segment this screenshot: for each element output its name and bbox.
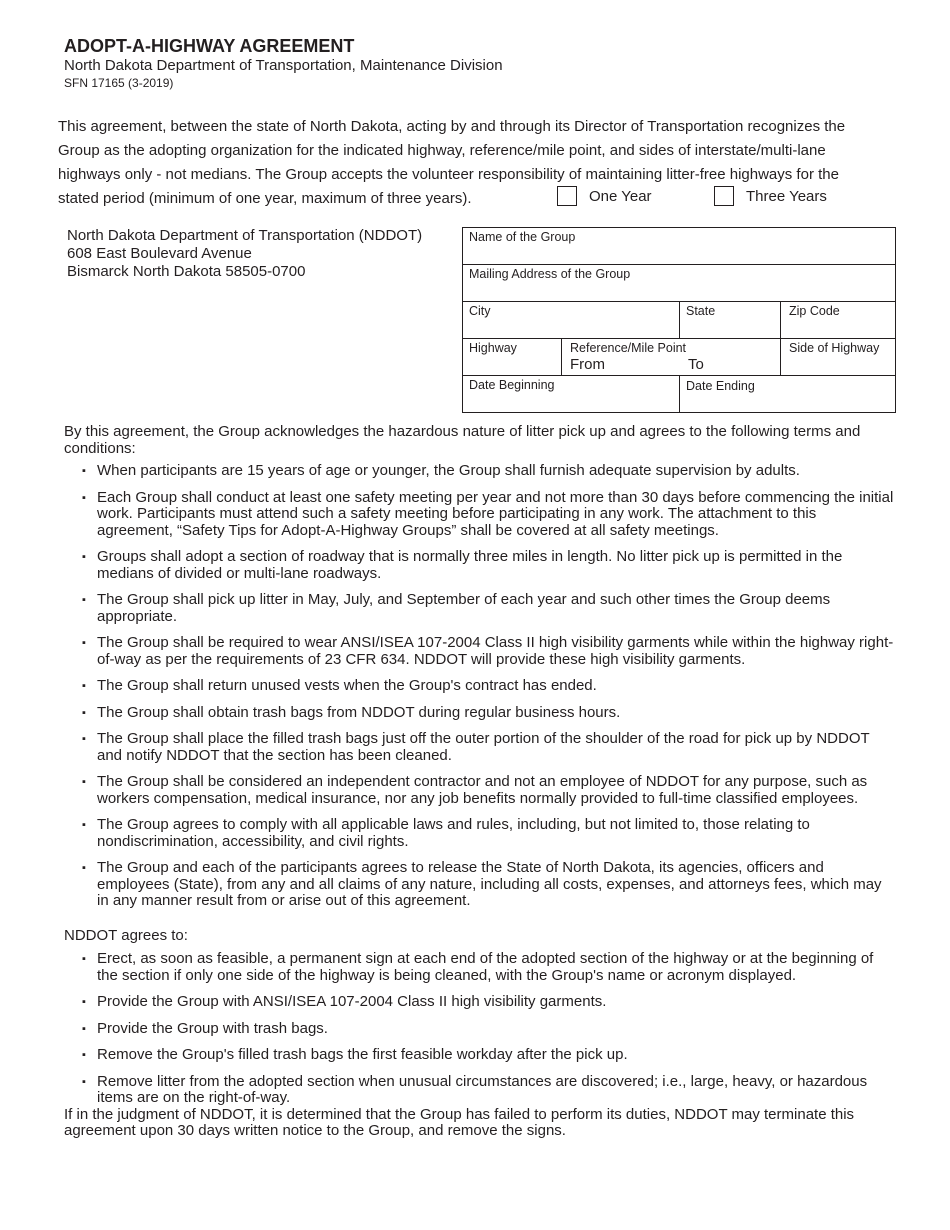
reference-point-field[interactable] bbox=[562, 339, 780, 375]
list-item: ▪ Provide the Group with ANSI/ISEA 107-2004 Class II high visibility garments. bbox=[64, 994, 896, 1011]
group-name-field[interactable] bbox=[463, 228, 895, 264]
three-years-label: Three Years bbox=[746, 187, 827, 205]
intro-line: highways only - not medians. The Group accepts the volunteer responsibility of maintaining litter-free highways for the bbox=[58, 166, 839, 183]
highway-label: Highway bbox=[469, 341, 517, 355]
state-label: State bbox=[686, 304, 716, 318]
list-item: ▪ Each Group shall conduct at least one safety meeting per year and not more than 30 days before commencing the initial work. Participants must attend such a safety meeting before participating in any work. The attachment to this agreement, “Safety Tips for Adopt-A-Highway Groups” shall be covered at all safety meetings. bbox=[64, 490, 896, 540]
zip-field[interactable] bbox=[781, 302, 895, 338]
to-label: To bbox=[688, 356, 704, 373]
list-item: ▪ Remove litter from the adopted section when unusual circumstances are discovered; i.e., large, heavy, or hazardous items are on the right-of-way. bbox=[64, 1074, 896, 1107]
list-item: ▪ Erect, as soon as feasible, a permanent sign at each end of the adopted section of the highway or at the beginning of the section if only one side of the highway is being cleaned, with the Group's name or acronym displayed. bbox=[64, 951, 896, 984]
city-label: City bbox=[469, 304, 491, 318]
one-year-option[interactable] bbox=[557, 186, 652, 206]
date-beginning-field[interactable] bbox=[463, 376, 679, 412]
side-of-highway-label: Side of Highway bbox=[789, 341, 880, 355]
three-years-option[interactable] bbox=[714, 186, 827, 206]
address-line: 608 East Boulevard Avenue bbox=[67, 245, 252, 262]
termination-clause: If in the judgment of NDDOT, it is determined that the Group has failed to perform its duties, NDDOT may terminate this agreement upon 30 days written notice to the Group, and remove the signs. bbox=[64, 1105, 855, 1139]
terms-intro: By this agreement, the Group acknowledges the hazardous nature of litter pick up and agrees to the following terms and conditions: bbox=[64, 423, 861, 457]
address-line: Bismarck North Dakota 58505-0700 bbox=[67, 263, 306, 280]
nddot-address bbox=[67, 227, 422, 281]
intro-line: Group as the adopting organization for the indicated highway, reference/mile point, and sides of interstate/multi-lane bbox=[58, 142, 826, 159]
list-item: ▪ Provide the Group with trash bags. bbox=[64, 1021, 896, 1038]
three-years-checkbox[interactable] bbox=[714, 186, 734, 206]
form-header bbox=[64, 36, 503, 90]
group-terms-list bbox=[64, 463, 896, 910]
list-item: ▪ Groups shall adopt a section of roadway that is normally three miles in length. No litter pick up is permitted in the medians of divided or multi-lane roadways. bbox=[64, 549, 896, 582]
date-beginning-label: Date Beginning bbox=[469, 378, 555, 392]
date-ending-label: Date Ending bbox=[686, 379, 755, 393]
side-of-highway-field[interactable] bbox=[781, 339, 895, 375]
city-field[interactable] bbox=[463, 302, 679, 338]
mailing-address-label: Mailing Address of the Group bbox=[469, 267, 631, 281]
list-item: ▪ The Group shall pick up litter in May, July, and September of each year and such other times the Group deems appropriate. bbox=[64, 592, 896, 625]
one-year-checkbox[interactable] bbox=[557, 186, 577, 206]
intro-line: stated period (minimum of one year, maximum of three years). bbox=[58, 190, 472, 207]
form-title: ADOPT-A-HIGHWAY AGREEMENT bbox=[64, 36, 355, 56]
nddot-intro: NDDOT agrees to: bbox=[64, 926, 188, 944]
agreement-body bbox=[64, 424, 896, 1140]
from-label: From bbox=[570, 356, 605, 373]
list-item: ▪ The Group shall be considered an independent contractor and not an employee of NDDOT for any purpose, such as workers compensation, medical insurance, nor any job benefits normally provided to full-time classified employees. bbox=[64, 774, 896, 807]
form-subtitle: North Dakota Department of Transportation, Maintenance Division bbox=[64, 57, 503, 74]
list-item: ▪ The Group agrees to comply with all applicable laws and rules, including, but not limited to, those relating to nondiscrimination, accessibility, and civil rights. bbox=[64, 817, 896, 850]
list-item: ▪ The Group and each of the participants agrees to release the State of North Dakota, its agencies, officers and employees (State), from any and all claims of any nature, including all costs, expenses, and attorneys fees, which may in any manner result from or arise out of this agreement. bbox=[64, 860, 896, 910]
list-item: ▪ The Group shall place the filled trash bags just off the outer portion of the shoulder of the road for pick up by NDDOT and notify NDDOT that the section has been cleaned. bbox=[64, 731, 896, 764]
date-ending-field[interactable] bbox=[680, 376, 895, 412]
nddot-terms-list bbox=[64, 951, 896, 1107]
address-line: North Dakota Department of Transportation (NDDOT) bbox=[67, 227, 423, 244]
one-year-label: One Year bbox=[589, 187, 652, 205]
reference-point-label: Reference/Mile Point bbox=[570, 341, 687, 355]
list-item: ▪ The Group shall be required to wear ANSI/ISEA 107-2004 Class II high visibility garments while within the highway right-of-way as per the requirements of 23 CFR 634. NDDOT will provide these high visibility garments. bbox=[64, 635, 896, 668]
list-item: ▪ The Group shall return unused vests when the Group's contract has ended. bbox=[64, 678, 896, 695]
zip-label: Zip Code bbox=[789, 304, 840, 318]
mailing-address-field[interactable] bbox=[463, 265, 895, 301]
list-item: ▪ Remove the Group's filled trash bags the first feasible workday after the pick up. bbox=[64, 1047, 896, 1064]
list-item: ▪ The Group shall obtain trash bags from NDDOT during regular business hours. bbox=[64, 705, 896, 722]
intro-line: This agreement, between the state of North Dakota, acting by and through its Director of Transportation recognizes the bbox=[58, 118, 846, 135]
form-number: SFN 17165 (3-2019) bbox=[64, 76, 174, 90]
list-item: ▪ When participants are 15 years of age or younger, the Group shall furnish adequate supervision by adults. bbox=[64, 463, 896, 480]
group-info-grid bbox=[462, 227, 896, 413]
group-name-label: Name of the Group bbox=[469, 230, 576, 244]
highway-field[interactable] bbox=[463, 339, 561, 375]
state-field[interactable] bbox=[680, 302, 780, 338]
